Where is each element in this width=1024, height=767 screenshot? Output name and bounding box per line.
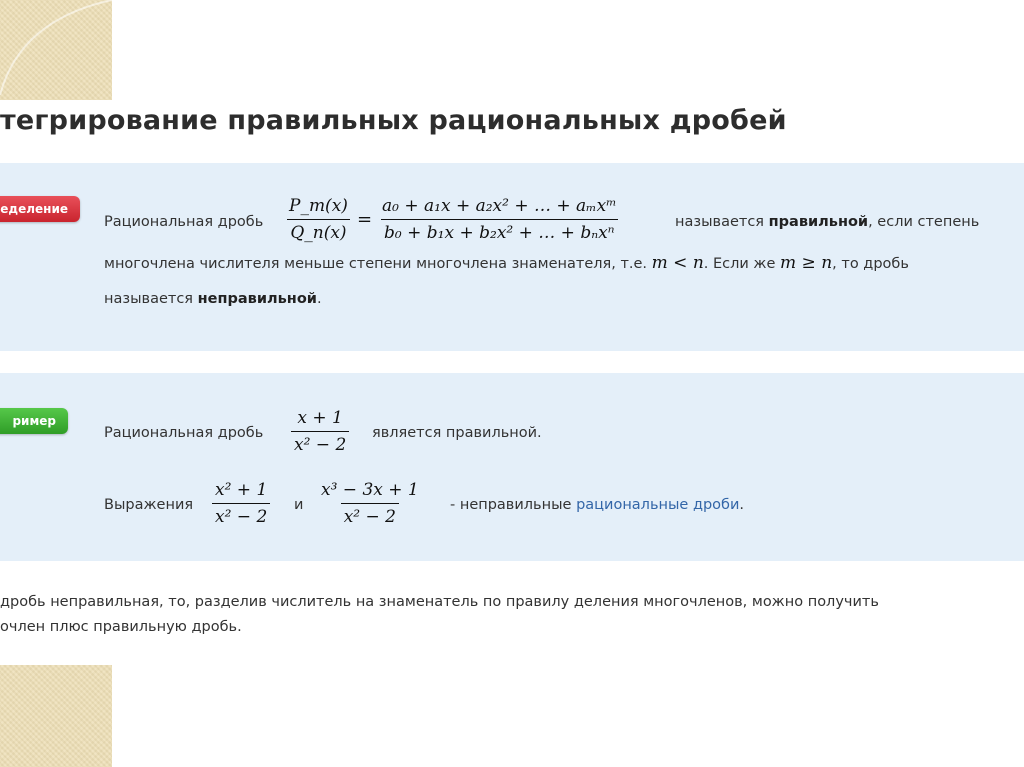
fraction-pq	[286, 196, 351, 243]
example-and: и	[294, 497, 304, 513]
decorative-arc-icon	[0, 0, 112, 100]
bottom-text-line1: дробь неправильная, то, разделив числитель на знаменатель по правилу деления многочленов, можно получить	[0, 594, 879, 610]
fraction-example-1-denominator: x² − 2	[291, 431, 349, 455]
example-badge: ример	[0, 408, 68, 434]
fraction-example-2	[212, 480, 270, 527]
fraction-pq-denominator: Q_n(x)	[287, 219, 349, 243]
definition-line3-prefix: называется	[104, 291, 198, 307]
decorative-corner-top	[0, 0, 112, 100]
definition-line3	[104, 291, 322, 307]
definition-line1-suffix-a: называется	[675, 214, 769, 230]
bottom-text-line2: очлен плюс правильную дробь.	[0, 619, 242, 635]
math-m-geq-n: m ≥ n	[780, 253, 833, 273]
definition-line2-text: многочлена числителя меньше степени многочлена знаменателя, т.е.	[104, 256, 648, 272]
definition-line2-mid: . Если же	[703, 256, 776, 272]
definition-line2-end: , то дробь	[832, 256, 909, 272]
definition-line1-prefix: Рациональная дробь	[104, 214, 264, 230]
definition-bold-improper: неправильной	[197, 291, 317, 307]
decorative-corner-bottom	[0, 665, 112, 767]
example-line2-suffix-text: - неправильные	[450, 497, 577, 513]
definition-badge: еделение	[0, 196, 80, 222]
fraction-example-3-numerator: x³ − 3x + 1	[321, 480, 419, 500]
fraction-example-3	[318, 480, 422, 527]
example-line2-suffix	[450, 497, 744, 513]
fraction-pq-numerator: P_m(x)	[289, 196, 348, 216]
example-box	[0, 373, 1024, 561]
definition-line1-suffix-b: , если степень	[868, 214, 980, 230]
definition-line3-end: .	[316, 291, 322, 307]
fraction-example-3-denominator: x² − 2	[341, 503, 399, 527]
definition-line2	[104, 253, 909, 273]
example-line2-prefix: Выражения	[104, 497, 194, 513]
definition-bold-proper: правильной	[768, 214, 869, 230]
fraction-example-1	[291, 408, 349, 455]
rational-fractions-link[interactable]: рациональные дроби	[576, 497, 740, 513]
example-line1-suffix: является правильной.	[372, 425, 542, 441]
fraction-example-1-numerator: x + 1	[297, 408, 343, 428]
definition-box	[0, 163, 1024, 351]
example-line1-prefix: Рациональная дробь	[104, 425, 264, 441]
fraction-polynomial-denominator: b₀ + b₁x + b₂x² + … + bₙxⁿ	[381, 219, 618, 243]
slide-content	[0, 100, 1024, 665]
example-line2-end: .	[739, 497, 745, 513]
fraction-polynomial	[379, 196, 620, 243]
page-title: тегрирование правильных рациональных дробей	[0, 105, 787, 136]
math-m-less-n: m < n	[651, 253, 704, 273]
equals-sign: =	[357, 209, 373, 230]
fraction-example-2-numerator: x² + 1	[215, 480, 268, 500]
fraction-example-2-denominator: x² − 2	[212, 503, 270, 527]
definition-line1-suffix	[675, 214, 979, 230]
fraction-polynomial-numerator: a₀ + a₁x + a₂x² + … + aₘxᵐ	[382, 196, 617, 216]
